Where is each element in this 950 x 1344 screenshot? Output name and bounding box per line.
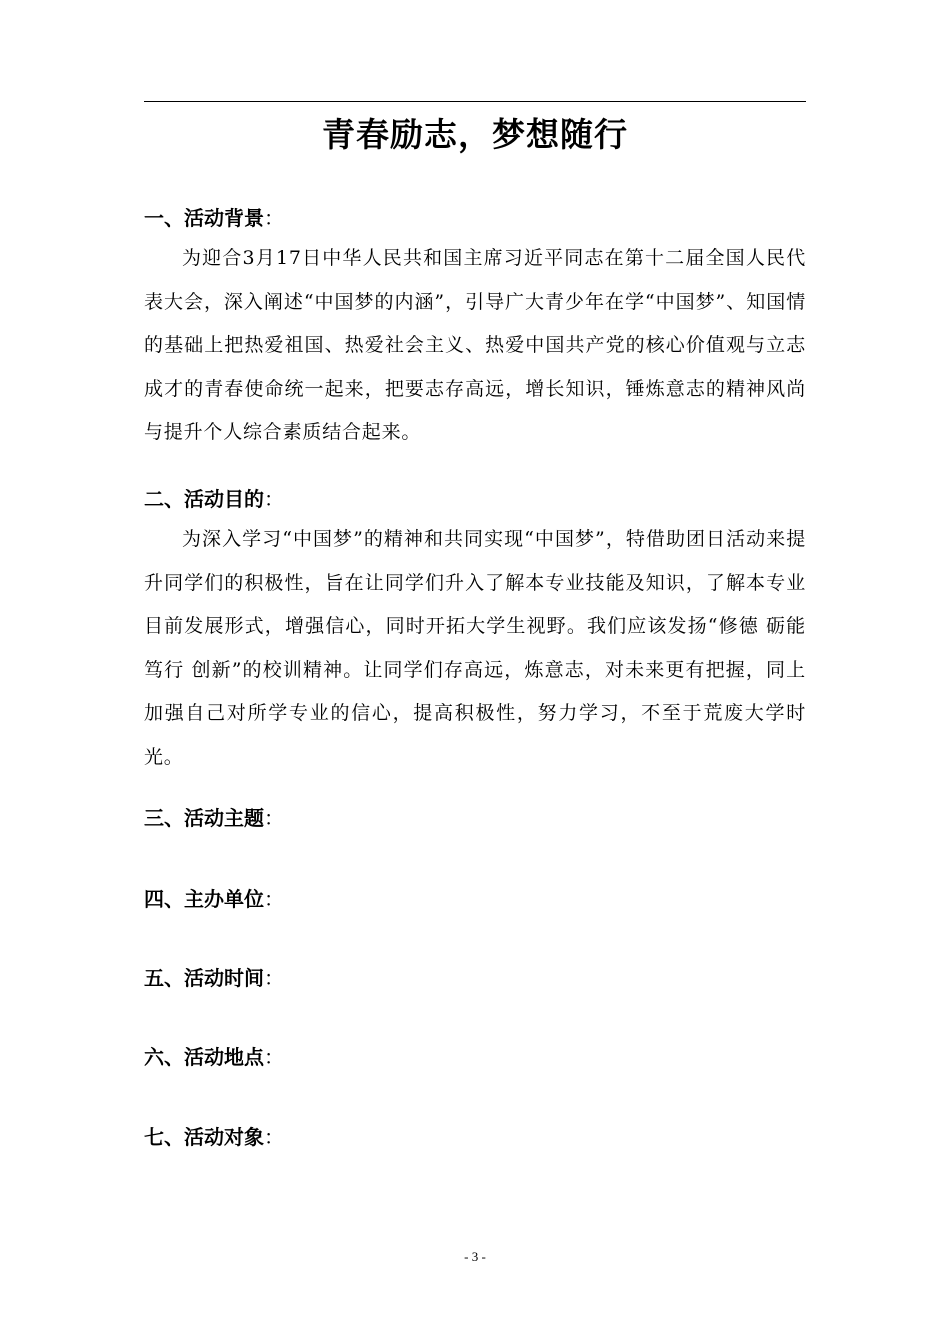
section-heading-label: 五、活动时间 [144, 966, 264, 990]
section-heading-label: 七、活动对象 [144, 1125, 264, 1149]
section-heading-time [144, 963, 806, 993]
section-heading-theme [144, 803, 806, 833]
section-heading-label: 三、活动主题 [144, 806, 264, 830]
section-heading-colon: ： [264, 206, 284, 230]
section-heading-colon: ： [264, 966, 284, 990]
section-heading-colon: ： [264, 887, 284, 911]
section-heading-colon: ： [264, 806, 284, 830]
section-paragraph-purpose: 为深入学习“中国梦”的精神和共同实现“中国梦”，特借助团日活动来提升同学们的积极性，旨在让同学们升入了解本专业技能及知识，了解本专业目前发展形式，增强信心，同时开拓大学生视野。我们应该发扬“修德 砺能 笃行 创新”的校训精神。让同学们存高远，炼意志，对未来更有把握，同上加强自己对所学专业的信心，提高积极性，努力学习，不至于荒废大学时光。 [144, 528, 806, 768]
section-heading-audience [144, 1122, 806, 1152]
header-rule [144, 101, 806, 102]
section-heading-label: 四、主办单位 [144, 887, 264, 911]
section-heading-location [144, 1042, 806, 1072]
document-title: 青春励志，梦想随行 [322, 115, 628, 154]
page-number: - 3 - [464, 1249, 486, 1264]
section-heading-organizer [144, 884, 806, 914]
section-heading-background [144, 203, 806, 233]
section-heading-colon: ： [264, 1045, 284, 1069]
section-paragraph-background: 为迎合3月17日中华人民共和国主席习近平同志在第十二届全国人民代表大会，深入阐述“中国梦的内涵”，引导广大青少年在学“中国梦”、知国情的基础上把热爱祖国、热爱社会主义、热爱中国共产党的核心价值观与立志成才的青春使命统一起来，把要志存高远，增长知识，锤炼意志的精神风尚与提升个人综合素质结合起来。 [144, 247, 806, 443]
section-heading-label: 一、活动背景 [144, 206, 264, 230]
section-heading-purpose [144, 484, 806, 514]
section-heading-colon: ： [264, 1125, 284, 1149]
section-heading-label: 六、活动地点 [144, 1045, 264, 1069]
section-heading-label: 二、活动目的 [144, 487, 264, 511]
section-heading-colon: ： [264, 487, 284, 511]
